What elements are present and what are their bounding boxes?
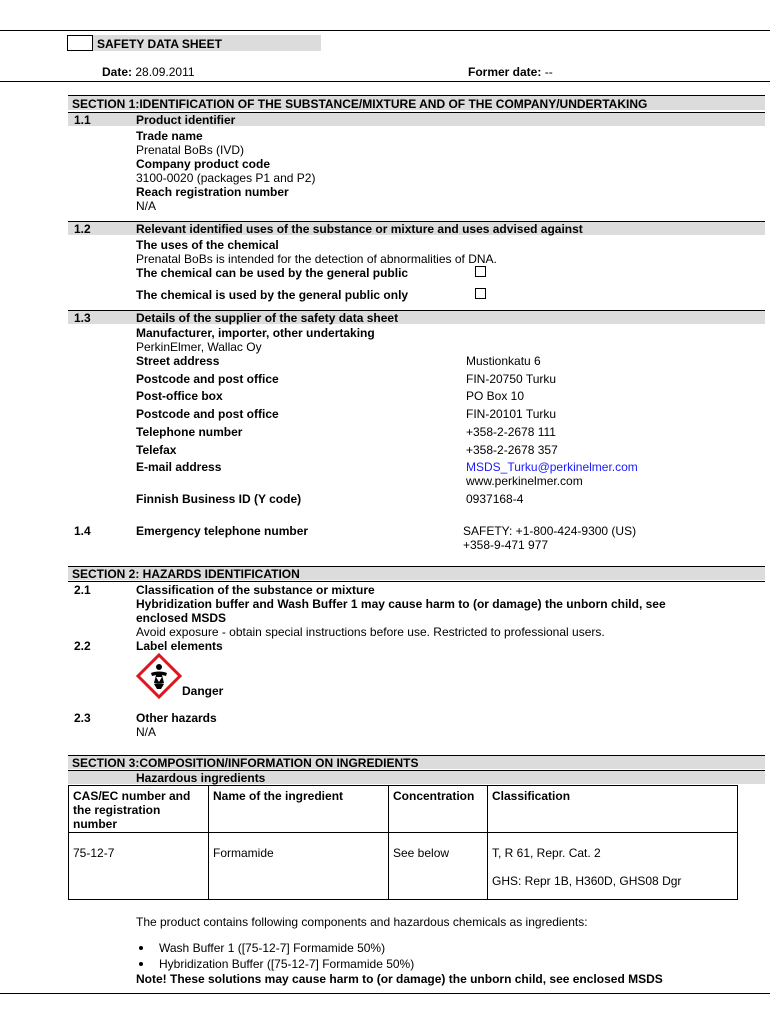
public-only-checkbox[interactable] [475, 288, 486, 299]
telephone-label: Telephone number [136, 425, 243, 439]
product-contains-text: The product contains following components and hazardous chemicals as ingredients: [136, 915, 588, 929]
section3-title: SECTION 3:COMPOSITION/INFORMATION ON INGREDIENTS [72, 756, 419, 770]
sub22-number: 2.2 [74, 639, 91, 653]
email-link[interactable]: MSDS_Turku@perkinelmer.com [466, 460, 638, 474]
emergency-line1: SAFETY: +1-800-424-9300 (US) [463, 524, 637, 538]
row-name: Formamide [213, 846, 274, 860]
business-id-label: Finnish Business ID (Y code) [136, 492, 302, 506]
uses-text: Prenatal BoBs is intended for the detection of abnormalities of DNA. [136, 252, 497, 266]
public-can-label: The chemical can be used by the general public [136, 266, 409, 280]
street-label: Street address [136, 354, 220, 368]
health-hazard-pictogram-icon [136, 653, 182, 699]
hazard-warning-line1: Hybridization buffer and Wash Buffer 1 may cause harm to (or damage) the unborn child, see [136, 597, 666, 611]
postcode1-value: FIN-20750 Turku [466, 372, 557, 386]
sub21-number: 2.1 [74, 583, 91, 597]
emergency-line2: +358-9-471 977 [463, 538, 549, 552]
public-only-label: The chemical is used by the general public only [136, 288, 409, 302]
avoid-exposure: Avoid exposure - obtain special instructions before use. Restricted to professional users. [136, 625, 605, 639]
header-cas-line2: the registration [73, 803, 161, 817]
sub13-number: 1.3 [74, 311, 91, 325]
date-line [102, 65, 195, 79]
header-concentration: Concentration [393, 789, 475, 803]
col-divider-3 [487, 786, 488, 899]
trade-name-label: Trade name [136, 129, 203, 143]
telefax-value: +358-2-2678 357 [466, 443, 558, 457]
bottom-rule [0, 993, 770, 994]
row-cas: 75-12-7 [73, 846, 115, 860]
telefax-label: Telefax [136, 443, 177, 457]
former-date-label: Former date: [468, 65, 542, 79]
top-rule [0, 30, 770, 31]
sub22-heading: Label elements [136, 639, 223, 653]
reach-value: N/A [136, 199, 157, 213]
row-classification-1: T, R 61, Repr. Cat. 2 [492, 846, 601, 860]
pobox-value: PO Box 10 [466, 389, 525, 403]
date-label: Date: [102, 65, 133, 79]
reach-label: Reach registration number [136, 185, 289, 199]
bullet-item-1: Wash Buffer 1 ([75-12-7] Formamide 50%) [159, 941, 386, 955]
former-date-value: -- [544, 65, 553, 79]
sub11-heading: Product identifier [136, 113, 236, 127]
sub23-heading: Other hazards [136, 711, 217, 725]
product-code: 3100-0020 (packages P1 and P2) [136, 171, 316, 185]
table-header-divider [69, 832, 737, 833]
emergency-label: Emergency telephone number [136, 524, 309, 538]
sub12-number: 1.2 [74, 222, 91, 236]
website: www.perkinelmer.com [466, 474, 583, 488]
header-cas-line1: CAS/EC number and [73, 789, 191, 803]
sub12-heading: Relevant identified uses of the substance or mixture and uses advised against [136, 222, 583, 236]
bullet-dot-2 [139, 962, 143, 966]
postcode2-value: FIN-20101 Turku [466, 407, 557, 421]
note-text: Note! These solutions may cause harm to (or damage) the unborn child, see enclosed MSDS [136, 972, 663, 986]
postcode1-label: Postcode and post office [136, 372, 279, 386]
header-cas [73, 789, 190, 831]
telephone-value: +358-2-2678 111 [466, 425, 556, 439]
col-divider-1 [208, 786, 209, 899]
ingredients-table [68, 785, 738, 900]
sub11-number: 1.1 [74, 113, 91, 127]
sub23-number: 2.3 [74, 711, 91, 725]
header-rule [0, 81, 770, 82]
section2-subrule [68, 581, 765, 582]
header-name: Name of the ingredient [213, 789, 344, 803]
header-classification: Classification [492, 789, 571, 803]
section2-title: SECTION 2: HAZARDS IDENTIFICATION [72, 567, 300, 581]
row-concentration: See below [393, 846, 450, 860]
business-id-value: 0937168-4 [466, 492, 524, 506]
product-code-label: Company product code [136, 157, 271, 171]
col-divider-2 [388, 786, 389, 899]
doc-title: SAFETY DATA SHEET [97, 37, 222, 51]
hazard-warning-line2: enclosed MSDS [136, 611, 227, 625]
row-classification-2: GHS: Repr 1B, H360D, GHS08 Dgr [492, 874, 682, 888]
trade-name: Prenatal BoBs (IVD) [136, 143, 245, 157]
pobox-label: Post-office box [136, 389, 223, 403]
bullet-item-2: Hybridization Buffer ([75-12-7] Formamide 50%) [159, 957, 415, 971]
uses-label: The uses of the chemical [136, 238, 279, 252]
date-value: 28.09.2011 [135, 65, 195, 79]
former-date-line [468, 65, 553, 79]
hazardous-ingredients-heading: Hazardous ingredients [136, 771, 266, 785]
signal-word: Danger [182, 684, 224, 698]
public-can-checkbox[interactable] [475, 266, 486, 277]
manufacturer: PerkinElmer, Wallac Oy [136, 340, 262, 354]
section1-rule [68, 95, 765, 96]
section1-title: SECTION 1:IDENTIFICATION OF THE SUBSTANCE/MIXTURE AND OF THE COMPANY/UNDERTAKING [72, 97, 648, 111]
logo-box [67, 35, 93, 51]
street-value: Mustionkatu 6 [466, 354, 541, 368]
email-label: E-mail address [136, 460, 222, 474]
bullet-dot-1 [139, 946, 143, 950]
manufacturer-label: Manufacturer, importer, other undertaking [136, 326, 375, 340]
sub14-number: 1.4 [74, 524, 91, 538]
sub21-heading: Classification of the substance or mixture [136, 583, 375, 597]
sub13-heading: Details of the supplier of the safety data sheet [136, 311, 399, 325]
header-cas-line3: number [73, 817, 118, 831]
postcode2-label: Postcode and post office [136, 407, 279, 421]
other-hazards-value: N/A [136, 725, 157, 739]
